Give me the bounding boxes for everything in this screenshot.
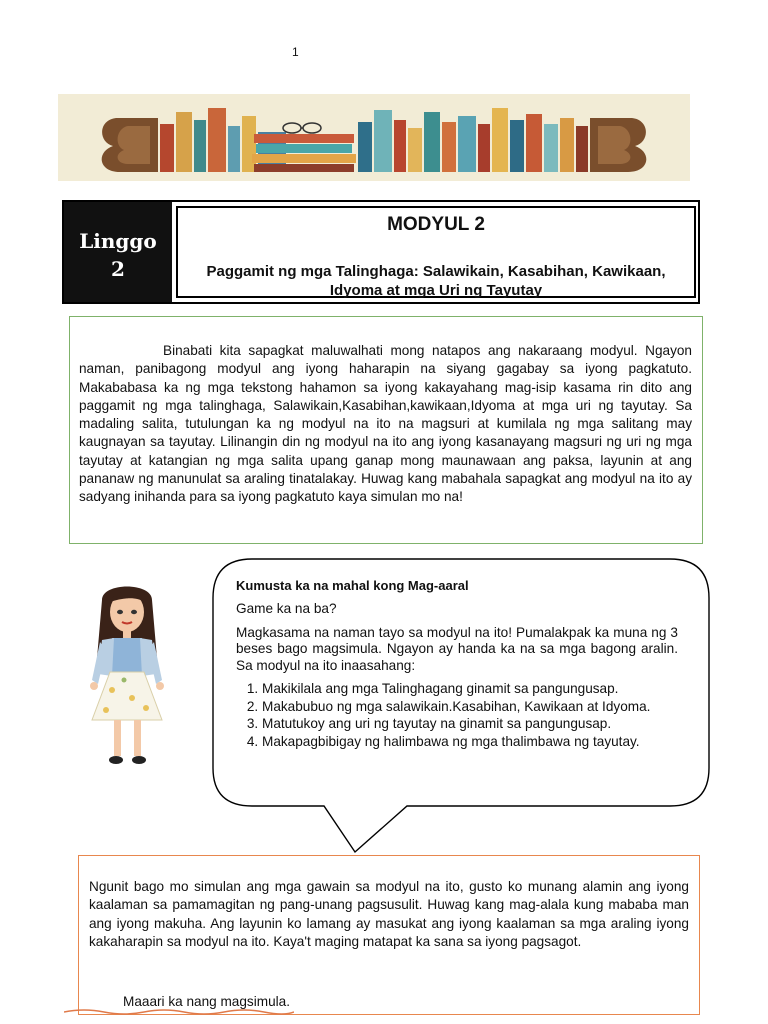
module-subtitle: Paggamit ng mga Talinghaga: Salawikain, Kasabihan, Kawikaan, Idyoma at mga Uri ng Tayutay bbox=[206, 263, 666, 299]
speech-bubble bbox=[212, 558, 710, 856]
module-title-box bbox=[62, 200, 700, 304]
bubble-paragraph: Magkasama na naman tayo sa modyul na ito! Pumalakpak ka muna ng 3 beses bago magsimula. Ngayon ay handa ka na sa mga bagong aralin. Sa modyul na ito inaasahang: bbox=[236, 624, 678, 673]
list-item: 1. Makikilala ang mga Talinghagang ginamit sa pangungusap. bbox=[262, 681, 678, 698]
list-item: 3. Matutukoy ang uri ng tayutay na ginamit sa pangungusap. bbox=[262, 716, 678, 733]
teacher-avatar-icon bbox=[72, 580, 182, 770]
bubble-content bbox=[236, 578, 678, 751]
underline-squiggle bbox=[64, 1008, 294, 1016]
teacher-character bbox=[72, 580, 182, 770]
list-item: 4. Makapagbibigay ng halimbawa ng mga thalimbawa ng tayutay. bbox=[262, 734, 678, 751]
books-banner bbox=[58, 94, 690, 181]
pretest-box bbox=[78, 855, 700, 1015]
books-banner-icon bbox=[58, 94, 690, 181]
week-number: 2 bbox=[111, 257, 125, 281]
page-number: 1 bbox=[292, 45, 299, 59]
week-cell bbox=[64, 202, 172, 302]
pretest-paragraph: Ngunit bago mo simulan ang mga gawain sa modyul na ito, gusto ko munang alamin ang iyong kaalaman sa pamamagitan ng pang-unang pagsusulit. Huwag kang mag-alala kung mababa man ang iyong makuha. Ang layunin ko lamang ay masukat ang iyong kaalaman sa mga araling iyong kakaharapin sa modyul na ito. Kaya't maging matapat ka sana sa iyong pagsagot. bbox=[89, 879, 689, 949]
bubble-heading: Kumusta ka na mahal kong Mag-aaral bbox=[236, 578, 469, 593]
intro-paragraph: Binabati kita sapagkat maluwalhati mong natapos ang nakaraang modyul. Ngayon naman, panibagong modyul ang iyong haharapin na siyang gagabay sa iyong pagkatuto. Makababasa ka ng mga tekstong hahamon sa iyong kakayahang mag-isip kasama rin dito ang paggamit ng mga talinghaga, Salawikain,Kasabihan,kawikaan,Idyoma at mga uri ng tayutay. Sa madaling salita, tutulungan ka ng modyul na ito na magsuri at kumilala ng mga salitang may kaugnayan sa tayutay. Lilinangin din ng modyul na ito ang iyong kasanayang magsuri ng uri ng mga tayutay at katangian ng mga salita upang ganap mong maunawaan ang paksa, layunin at ang pananaw ng manunulat sa araling tinatalakay. Huwag kang mabahala sapagkat ang modyul na ito ay sadyang inihanda para sa iyong pagkatuto kaya simulan mo na! bbox=[79, 343, 692, 505]
module-title: MODYUL 2 bbox=[387, 214, 485, 235]
intro-box bbox=[69, 316, 703, 544]
module-cell bbox=[176, 206, 696, 298]
bubble-question: Game ka na ba? bbox=[236, 601, 337, 616]
start-line: Maaari ka nang magsimula. bbox=[123, 994, 290, 1009]
learning-goals-list bbox=[236, 681, 678, 750]
week-label: Linggo bbox=[79, 229, 157, 253]
list-item: 2. Makabubuo ng mga salawikain.Kasabihan, Kawikaan at Idyoma. bbox=[262, 699, 678, 716]
